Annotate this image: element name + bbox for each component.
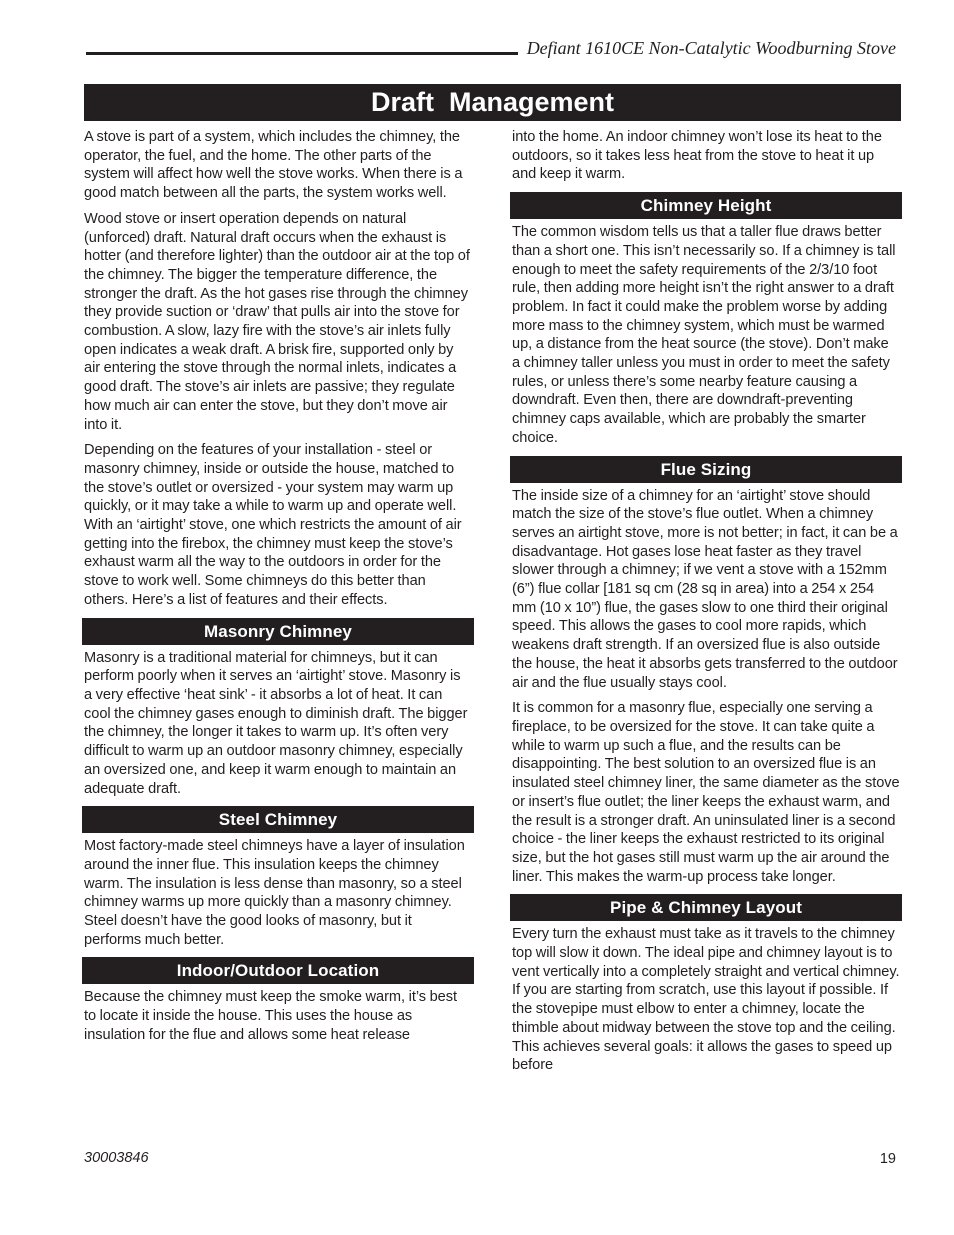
chimney-height-text: The common wisdom tells us that a taller flue draws better than a short one. This isn’t necessarily so. If a chimney is tall enough to meet the safety requirements of the 2/3/10 foot rule, then adding more height isn’t the right answer to a draft problem. In fact it could make the problem worse by adding more mass to the chimney system, which must be warmed up, a distance from the heat source (the stove). Don’t make a chimney taller unless you must in order to meet the safety rules, or unless there’s some nearby feature causing a downdraft. Even then, there are downdraft-preventing chimney caps available, which are probably the smarter choice.	[512, 224, 896, 446]
section-heading-steel-chimney: Steel Chimney	[82, 806, 474, 833]
running-title: Defiant 1610CE Non-Catalytic Woodburning Stove	[526, 38, 896, 58]
flue-sizing-text-2: It is common for a masonry flue, especially one serving a fireplace, to be oversized for the stove. It can take quite a while to warm up such a flue, and the results can be disappointing. The best solution to an oversized flue is an insulated steel chimney liner, the same diameter as the stove or insert’s flue outlet; the liner keeps the exhaust warm, and the result is a stronger draft. An uninsulated liner is a second choice - the liner keeps the exhaust restricted to its original size, but the hot gases still must warm up the air around the liner. This makes the warm-up process take longer.	[512, 700, 900, 885]
pipe-chimney-layout-text: Every turn the exhaust must take as it travels to the chimney top will slow it down. The ideal pipe and chimney layout is to vent vertically into a completely straight and vertical chimney. If you are starting from scratch, use this layout if possible. If the stovepipe must elbow to enter a chimney, locate the thimble about midway between the stove top and the ceiling. This achieves several goals: it allows the gases to speed up before	[512, 926, 900, 1074]
header-rule	[86, 52, 518, 55]
location-text-continued: into the home. An indoor chimney won’t lose its heat to the outdoors, so it takes less heat from the stove to heat it up and keep it warm.	[512, 129, 882, 183]
right-column	[512, 128, 900, 1082]
section-heading-masonry-chimney: Masonry Chimney	[82, 618, 474, 645]
section-heading-indoor-outdoor-location: Indoor/Outdoor Location	[82, 957, 474, 984]
intro-paragraph-3: Depending on the features of your installation - steel or masonry chimney, inside or outside the house, matched to the stove’s outlet or oversized - your system may warm up quickly, or it may take a while to warm up and operate well. With an ‘airtight’ stove, one which restricts the amount of air getting into the firebox, the chimney must keep the stove’s exhaust warm all the way to the outdoors in order for the stove to work well. Some chimneys do this better than others. Here’s a list of features and their effects.	[84, 442, 462, 608]
flue-sizing-text-1: The inside size of a chimney for an ‘airtight’ stove should match the size of the stove’s flue outlet. When a chimney serves an airtight stove, more is not better; in fact, it can be a disadvantage. Hot gases lose heat faster as they travel slower through a chimney; if we vent a stove with a 152mm (6”) flue collar [181 sq cm (28 sq in area) into a 254 x 254 mm (10 x 10”) flue, the gases slow to one third their original speed. This allows the gases to cool more rapids, which weakens draft strength. If an oversized flue is also outside the house, the heat it absorbs gets transferred to the outdoor air and the flue usually stays cool.	[512, 487, 898, 691]
section-heading-chimney-height: Chimney Height	[510, 192, 902, 219]
document-number: 30003846	[84, 1150, 149, 1166]
left-column	[84, 128, 472, 1052]
section-heading-flue-sizing: Flue Sizing	[510, 456, 902, 483]
intro-paragraph-2: Wood stove or insert operation depends on natural (unforced) draft. Natural draft occurs when the exhaust is hotter (and therefore lighter) than the outdoor air at the top of the chimney. The bigger the temperature difference, the stronger the draft. As the hot gases rise through the chimney they provide suction or ‘draw’ that pulls air into the stove for combustion. A slow, lazy fire with the stove’s air inlets fully open indicates a weak draft. A brisk fire, supported only by air entering the stove through the normal inlets, indicates a good draft. The stove’s air inlets are passive; they regulate how much air can enter the stove, but they don’t move air into it.	[84, 210, 470, 433]
intro-paragraph-1: A stove is part of a system, which includes the chimney, the operator, the fuel, and the home. The other parts of the system will affect how well the stove works. When there is a good match between all the parts, the system works well.	[84, 129, 463, 202]
masonry-chimney-text: Masonry is a traditional material for chimneys, but it can perform poorly when it serves an ‘airtight’ stove. Masonry is a very effective ‘heat sink’ - it absorbs a lot of heat. It can cool the chimney gases enough to diminish draft. The bigger the chimney, the longer it takes to warm up. It’s often very difficult to warm up an outdoor masonry chimney, especially an oversized one, and keep it warm enough to maintain an adequate draft.	[84, 649, 468, 797]
page-title: Draft Management	[84, 84, 901, 121]
steel-chimney-text: Most factory-made steel chimneys have a layer of insulation around the inner flue. This insulation keeps the chimney warm. The insulation is less dense than masonry, so a steel chimney warms up more quickly than a masonry chimney. Steel doesn’t have the good looks of masonry, but it performs much better.	[84, 838, 465, 948]
section-heading-pipe-chimney-layout: Pipe & Chimney Layout	[510, 894, 902, 921]
page-number: 19	[879, 1151, 896, 1167]
location-text: Because the chimney must keep the smoke warm, it’s best to locate it inside the house. This uses the house as insulation for the flue and allows some heat release	[84, 989, 457, 1043]
